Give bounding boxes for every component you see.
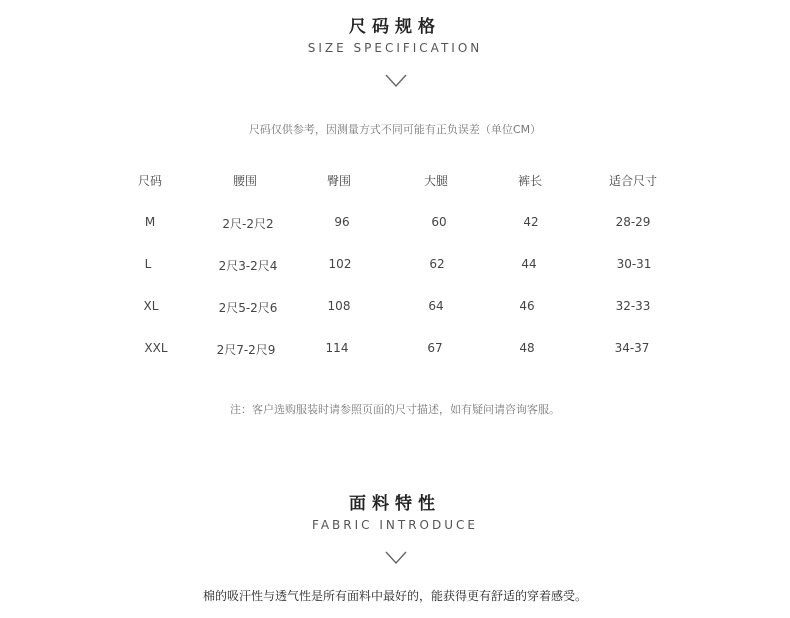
table-cell: 2尺-2尺2: [222, 217, 274, 231]
chevron-down-icon: [385, 551, 407, 565]
fabric-description: 棉的吸汗性与透气性是所有面料中最好的，能获得更有舒适的穿着感受。: [202, 589, 587, 603]
table-cell: M: [144, 215, 156, 229]
table-cell: 114: [325, 341, 349, 355]
table-header-hip: 臀围: [326, 174, 351, 188]
table-cell: 44: [521, 257, 537, 271]
table-cell: 42: [523, 215, 539, 229]
table-cell: 64: [428, 299, 444, 313]
size-title-en: SIZE SPECIFICATION: [307, 41, 483, 55]
table-cell: 2尺3-2尺4: [218, 259, 278, 273]
table-header-thigh: 大腿: [423, 174, 448, 188]
table-cell: 62: [429, 257, 445, 271]
size-note-bottom: 注：客户选购服装时请参照页面的尺寸描述，如有疑问请咨询客服。: [230, 403, 560, 416]
table-cell: 48: [519, 341, 535, 355]
table-cell: 108: [327, 299, 351, 313]
fabric-title-en: FABRIC INTRODUCE: [312, 518, 478, 532]
table-cell: 34-37: [614, 341, 650, 355]
table-header-size: 尺码: [137, 174, 162, 188]
table-cell: XL: [143, 299, 159, 313]
fabric-title-cn: 面料特性: [349, 494, 441, 514]
table-cell: XXL: [144, 341, 168, 355]
table-cell: 32-33: [615, 299, 651, 313]
table-cell: 2尺5-2尺6: [218, 301, 278, 315]
table-cell: L: [144, 257, 152, 271]
table-cell: 28-29: [615, 215, 651, 229]
size-title-cn: 尺码规格: [349, 17, 441, 37]
size-note-top: 尺码仅供参考，因测量方式不同可能有正负误差（单位CM）: [248, 123, 542, 136]
table-cell: 67: [427, 341, 443, 355]
table-cell: 102: [328, 257, 352, 271]
table-header-waist: 腰围: [232, 174, 257, 188]
table-cell: 2尺7-2尺9: [216, 343, 276, 357]
table-cell: 46: [519, 299, 535, 313]
table-header-fit: 适合尺寸: [608, 174, 657, 188]
table-cell: 60: [431, 215, 447, 229]
table-cell: 96: [334, 215, 350, 229]
table-cell: 30-31: [616, 257, 652, 271]
table-header-length: 裤长: [517, 174, 542, 188]
